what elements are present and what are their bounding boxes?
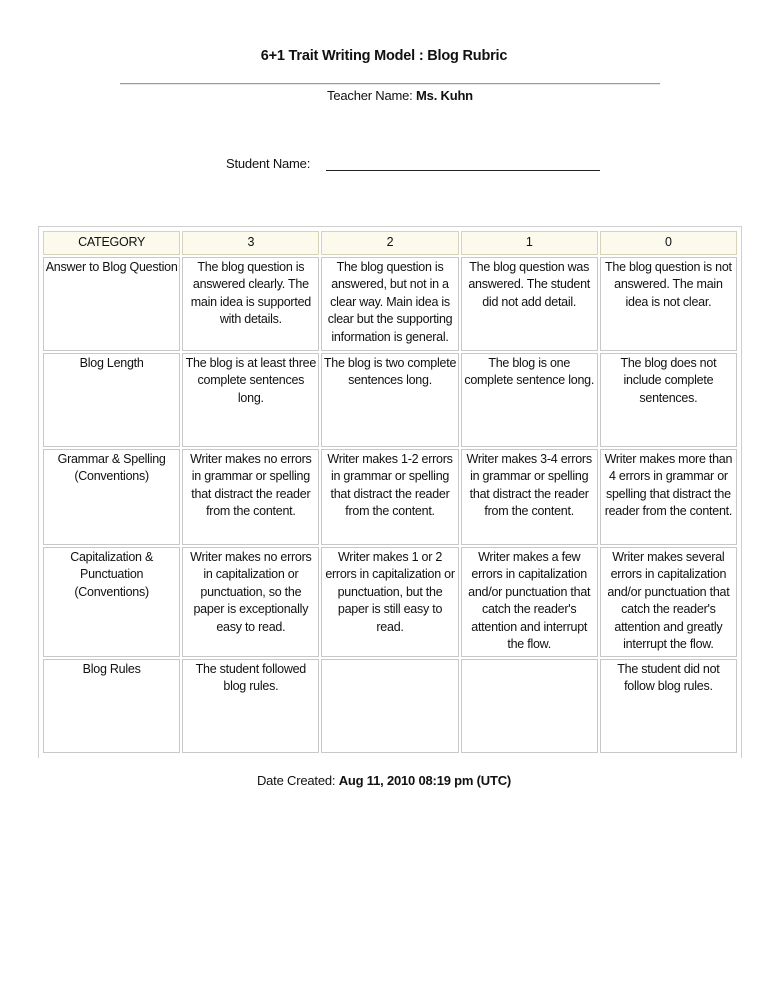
criteria-cell: Writer makes no errors in capitalization or punctuation, so the paper is exceptionally easy to read. bbox=[182, 547, 319, 657]
criteria-cell: Writer makes a few errors in capitalization and/or punctuation that catch the reader's attention and interrupt the flow. bbox=[461, 547, 598, 657]
criteria-cell: Writer makes 1-2 errors in grammar or spelling that distract the reader from the content. bbox=[321, 449, 458, 545]
rubric-table-frame bbox=[38, 226, 742, 758]
date-created-line bbox=[0, 773, 768, 788]
header-score-0: 0 bbox=[600, 231, 737, 255]
criteria-cell bbox=[461, 659, 598, 753]
criteria-cell: The blog is one complete sentence long. bbox=[461, 353, 598, 447]
teacher-name-label: Teacher Name: bbox=[327, 88, 413, 103]
criteria-cell: The blog is two complete sentences long. bbox=[321, 353, 458, 447]
criteria-cell: The student followed blog rules. bbox=[182, 659, 319, 753]
teacher-name-line bbox=[0, 88, 768, 103]
title-divider bbox=[120, 83, 660, 85]
table-row bbox=[43, 449, 737, 545]
criteria-cell: The student did not follow blog rules. bbox=[600, 659, 737, 753]
criteria-cell: Writer makes several errors in capitalization and/or punctuation that catch the reader's attention and greatly interrupt the flow. bbox=[600, 547, 737, 657]
criteria-cell bbox=[321, 659, 458, 753]
date-created-value: Aug 11, 2010 08:19 pm (UTC) bbox=[338, 773, 512, 788]
criteria-cell: The blog question was answered. The student did not add detail. bbox=[461, 257, 598, 351]
criteria-cell: The blog question is answered clearly. The main idea is supported with details. bbox=[182, 257, 319, 351]
student-name-label: Student Name: bbox=[226, 156, 311, 171]
rubric-header-row bbox=[43, 231, 737, 255]
criteria-cell: Writer makes 1 or 2 errors in capitalization or punctuation, but the paper is still easy to read. bbox=[321, 547, 458, 657]
category-cell: Blog Rules bbox=[43, 659, 180, 753]
header-score-3: 3 bbox=[182, 231, 319, 255]
table-row bbox=[43, 547, 737, 657]
criteria-cell: The blog question is not answered. The main idea is not clear. bbox=[600, 257, 737, 351]
criteria-cell: Writer makes more than 4 errors in grammar or spelling that distract the reader from the content. bbox=[600, 449, 737, 545]
teacher-name-value: Ms. Kuhn bbox=[416, 88, 473, 103]
student-name-blank bbox=[326, 156, 600, 171]
table-row bbox=[43, 353, 737, 447]
header-category: CATEGORY bbox=[43, 231, 180, 255]
category-cell: Blog Length bbox=[43, 353, 180, 447]
category-cell: Capitalization & Punctuation (Conventions) bbox=[43, 547, 180, 657]
header-score-1: 1 bbox=[461, 231, 598, 255]
table-row bbox=[43, 659, 737, 753]
table-row bbox=[43, 257, 737, 351]
page-title: 6+1 Trait Writing Model : Blog Rubric bbox=[260, 48, 508, 64]
rubric-table bbox=[41, 229, 739, 755]
header-score-2: 2 bbox=[321, 231, 458, 255]
date-created-label: Date Created: bbox=[256, 773, 336, 788]
category-cell: Grammar & Spelling (Conventions) bbox=[43, 449, 180, 545]
criteria-cell: The blog question is answered, but not in a clear way. Main idea is clear but the supporting information is general. bbox=[321, 257, 458, 351]
criteria-cell: Writer makes no errors in grammar or spelling that distract the reader from the content. bbox=[182, 449, 319, 545]
criteria-cell: The blog is at least three complete sentences long. bbox=[182, 353, 319, 447]
criteria-cell: Writer makes 3-4 errors in grammar or spelling that distract the reader from the content. bbox=[461, 449, 598, 545]
category-cell: Answer to Blog Question bbox=[43, 257, 180, 351]
criteria-cell: The blog does not include complete sentences. bbox=[600, 353, 737, 447]
